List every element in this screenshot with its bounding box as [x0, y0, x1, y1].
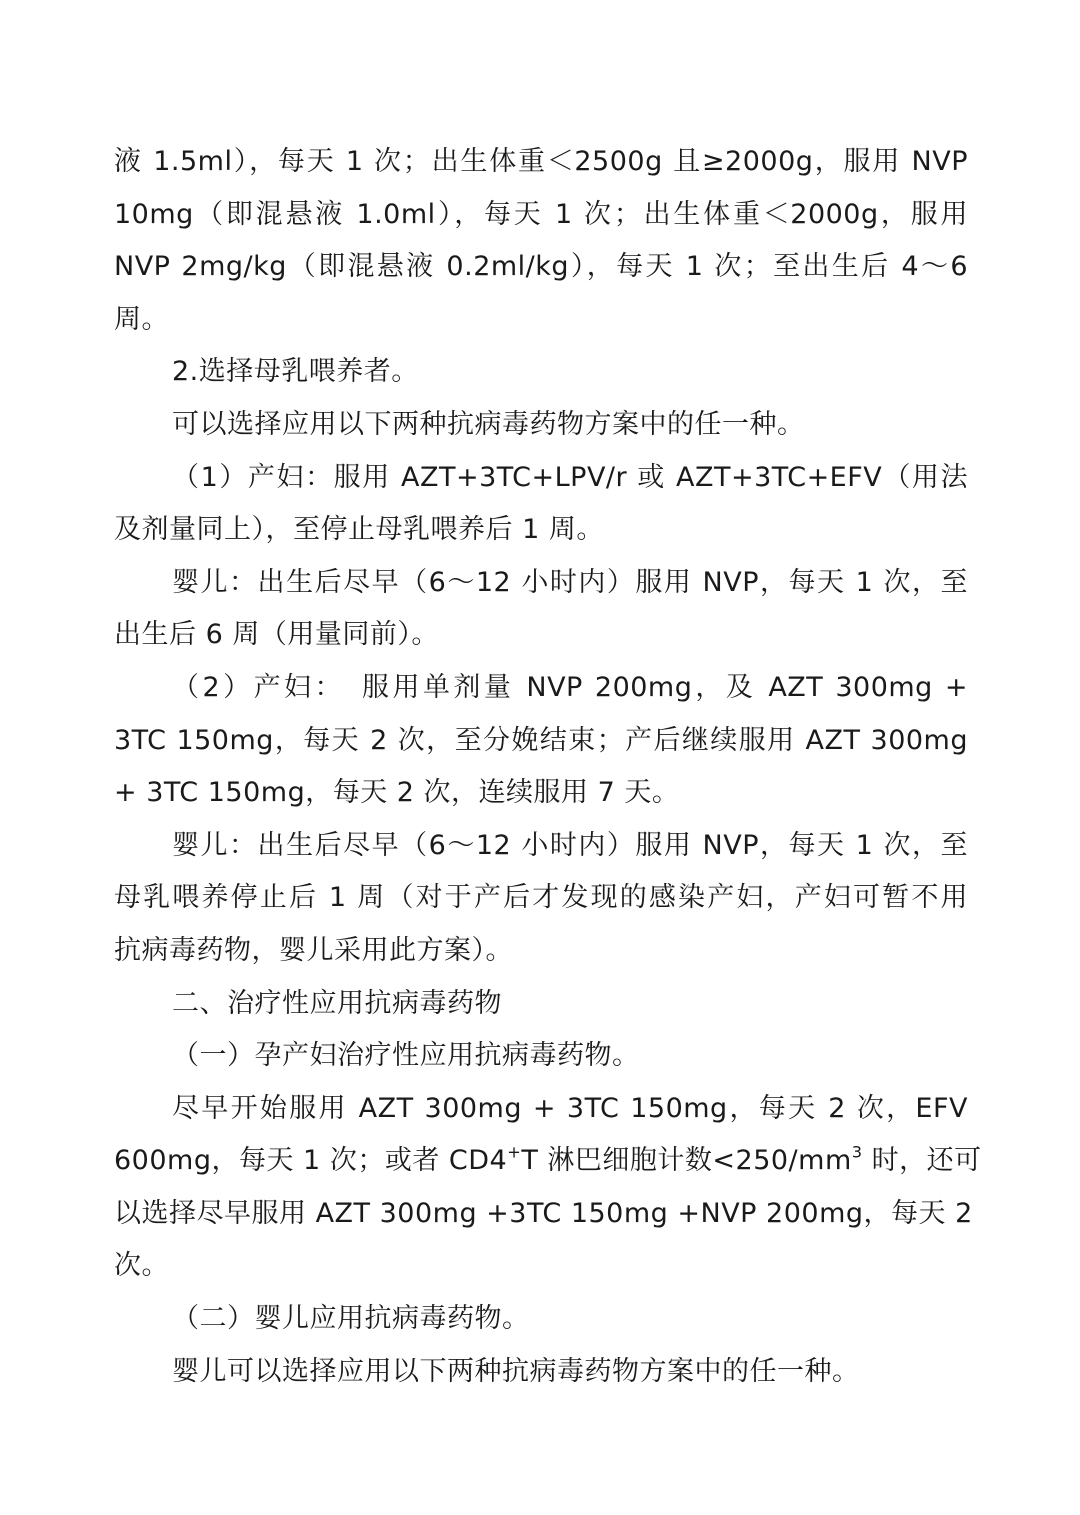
text-line: 母乳喂养停止后 1 周（对于产后才发现的感染产妇，产妇可暂不用 — [114, 882, 968, 914]
text-line: 抗病毒药物，婴儿采用此方案）。 — [114, 934, 513, 966]
text-line: 3TC 150mg，每天 2 次，至分娩结束；产后继续服用 AZT 300mg — [114, 724, 968, 756]
text-line: 及剂量同上），至停止母乳喂养后 1 周。 — [114, 514, 604, 546]
document-body — [114, 136, 982, 1398]
subsection-heading: （二）婴儿应用抗病毒药物。 — [172, 1303, 530, 1335]
text-line: 婴儿可以选择应用以下两种抗病毒药物方案中的任一种。 — [172, 1355, 860, 1387]
text-line: 周。 — [114, 303, 169, 335]
text-line: NVP 2mg/kg（即混悬液 0.2ml/kg），每天 1 次；至出生后 4～6 — [114, 251, 968, 283]
text-line: 10mg（即混悬液 1.0ml），每天 1 次；出生体重＜2000g，服用 — [114, 198, 968, 230]
section-heading: 2.选择母乳喂养者。 — [172, 356, 419, 388]
text-line: 出生后 6 周（用量同前）。 — [114, 619, 439, 651]
section-heading: 二、治疗性应用抗病毒药物 — [172, 987, 502, 1019]
text-line: 婴儿：出生后尽早（6～12 小时内）服用 NVP，每天 1 次，至 — [172, 829, 968, 861]
text-line: 婴儿：出生后尽早（6～12 小时内）服用 NVP，每天 1 次，至 — [172, 566, 968, 598]
text-line — [114, 1135, 982, 1188]
text-line: （2）产妇： 服用单剂量 NVP 200mg，及 AZT 300mg + — [172, 671, 968, 703]
text-line: （1）产妇：服用 AZT+3TC+LPV/r 或 AZT+3TC+EFV（用法 — [172, 461, 968, 493]
text-line: 尽早开始服用 AZT 300mg + 3TC 150mg，每天 2 次，EFV — [172, 1092, 968, 1124]
text-line: 可以选择应用以下两种抗病毒药物方案中的任一种。 — [172, 408, 805, 440]
superscript: 3 — [851, 1142, 863, 1162]
text-line: 次。 — [114, 1250, 169, 1282]
subsection-heading: （一）孕产妇治疗性应用抗病毒药物。 — [172, 1040, 640, 1072]
text-fragment: T 淋巴细胞计数<250/mm — [521, 1145, 852, 1177]
text-line: 液 1.5ml），每天 1 次；出生体重＜2500g 且≥2000g，服用 NVP — [114, 146, 968, 177]
text-fragment: 时，还可 — [862, 1145, 982, 1177]
superscript: + — [507, 1142, 522, 1162]
text-line: + 3TC 150mg，每天 2 次，连续服用 7 天。 — [114, 777, 680, 809]
text-line: 以选择尽早服用 AZT 300mg +3TC 150mg +NVP 200mg，每天 2 — [114, 1197, 973, 1229]
text-fragment: 600mg，每天 1 次；或者 CD4 — [114, 1145, 508, 1177]
